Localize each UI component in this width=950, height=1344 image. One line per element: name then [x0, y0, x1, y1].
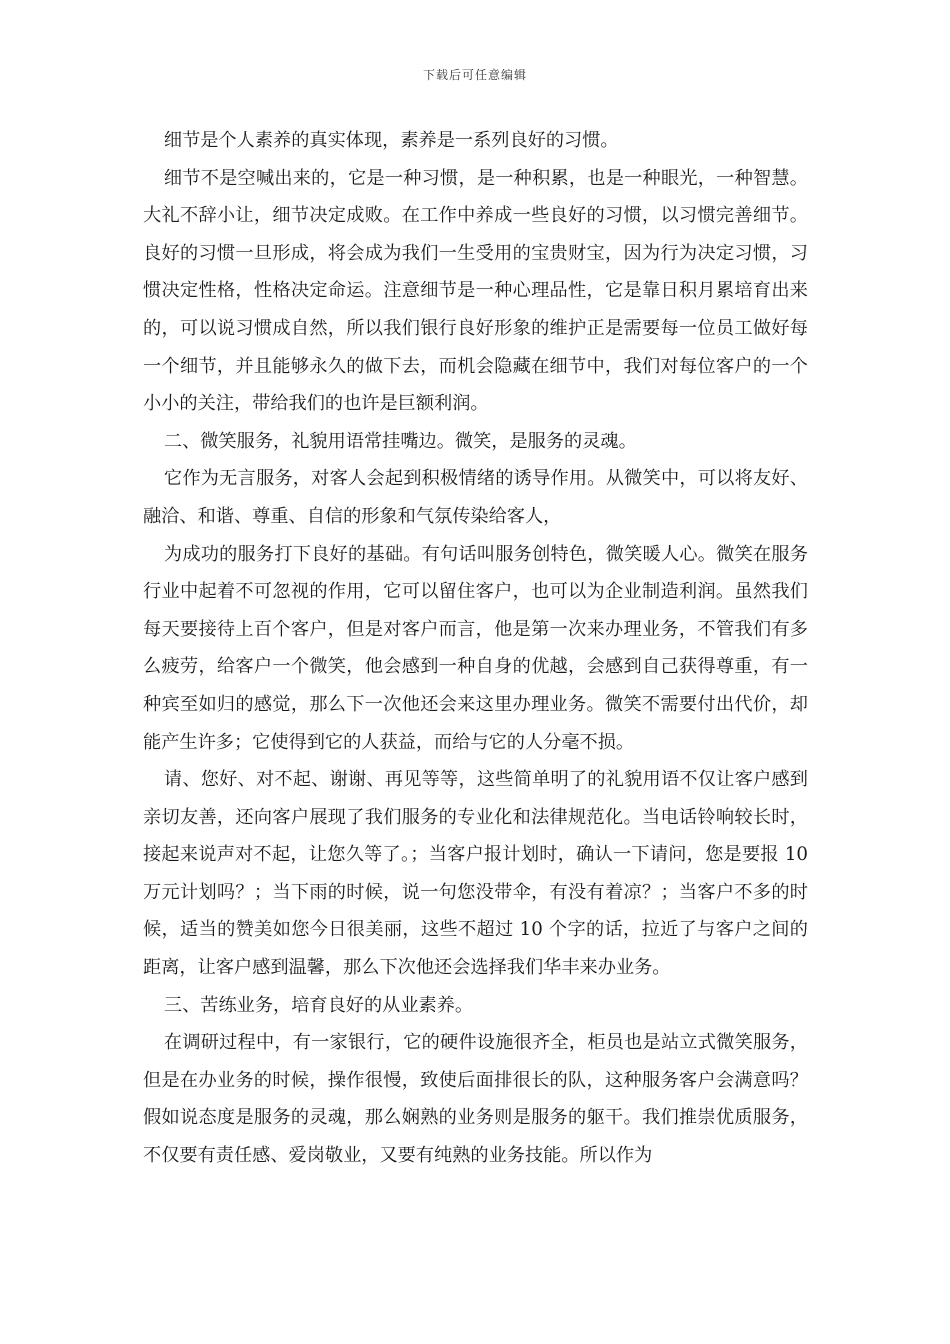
section-heading-smile-service: 二、微笑服务，礼貌用语常挂嘴边。微笑，是服务的灵魂。	[163, 430, 637, 452]
page-header: 下载后可任意编辑	[422, 68, 527, 82]
paragraph-details-summary: 细节是个人素养的真实体现，素养是一系列良好的习惯。	[163, 130, 619, 151]
paragraph-smile-foundation: 为成功的服务打下良好的基础。有句话叫服务创特色，微笑暖人心。微笑在服务行业中起着不可忽视的作用，它可以留住客户，也可以为企业制造利润。虽然我们每天要接待上百个客户，但是对客户而言，他是第一次来办理业务，不管我们有多么疲劳，给客户一个微笑，他会感到一种自身的优越，会感到自己获得尊重，有一种宾至如归的感觉，那么下一次他还会来这里办理业务。微笑不需要付出代价，却能产生许多；它使得到它的人获益，而给与它的人分毫不损。	[143, 543, 808, 753]
paragraph-smile-effect: 它作为无言服务，对客人会起到积极情绪的诱导作用。从微笑中，可以将友好、融洽、和谐、尊重、自信的形象和气氛传染给客人，	[143, 468, 808, 527]
paragraph-polite-language: 请、您好、对不起、谢谢、再见等等，这些简单明了的礼貌用语不仅让客户感到亲切友善，还向客户展现了我们服务的专业化和法律规范化。当电话铃响较长时，接起来说声对不起，让您久等了。；当客户报计划时，确认一下请问，您是要报 10 万元计划吗？；当下雨的时候，说一句您没带伞，有没有着凉？；当客户不多的时候，适当的赞美如您今日很美丽，这些不超过 10 个字的话，拉近了与客户之间的距离，让客户感到温馨，那么下次他还会选择我们华丰来办业务。	[143, 769, 808, 979]
paragraph-research-example: 在调研过程中，有一家银行，它的硬件设施很齐全，柜员也是站立式微笑服务，但是在办业务的时候，操作很慢，致使后面排很长的队，这种服务客户会满意吗？假如说态度是服务的灵魂，那么娴熟的业务则是服务的躯干。我们推崇优质服务，不仅要有责任感、爱岗敬业，又要有纯熟的业务技能。所以作为	[143, 1032, 808, 1167]
section-heading-practice-skills: 三、苦练业务，培育良好的从业素养。	[163, 994, 474, 1016]
document-body	[143, 122, 808, 1175]
paragraph-details-habits: 细节不是空喊出来的，它是一种习惯，是一种积累，也是一种眼光，一种智慧。大礼不辞小让，细节决定成败。在工作中养成一些良好的习惯，以习惯完善细节。良好的习惯一旦形成，将会成为我们一生受用的宝贵财宝，因为行为决定习惯，习惯决定性格，性格决定命运。注意细节是一种心理品性，它是靠日积月累培育出来的，可以说习惯成自然，所以我们银行良好形象的维护正是需要每一位员工做好每一个细节，并且能够永久的做下去，而机会隐藏在细节中，我们对每位客户的一个小小的关注，带给我们的也许是巨额利润。	[143, 167, 808, 415]
